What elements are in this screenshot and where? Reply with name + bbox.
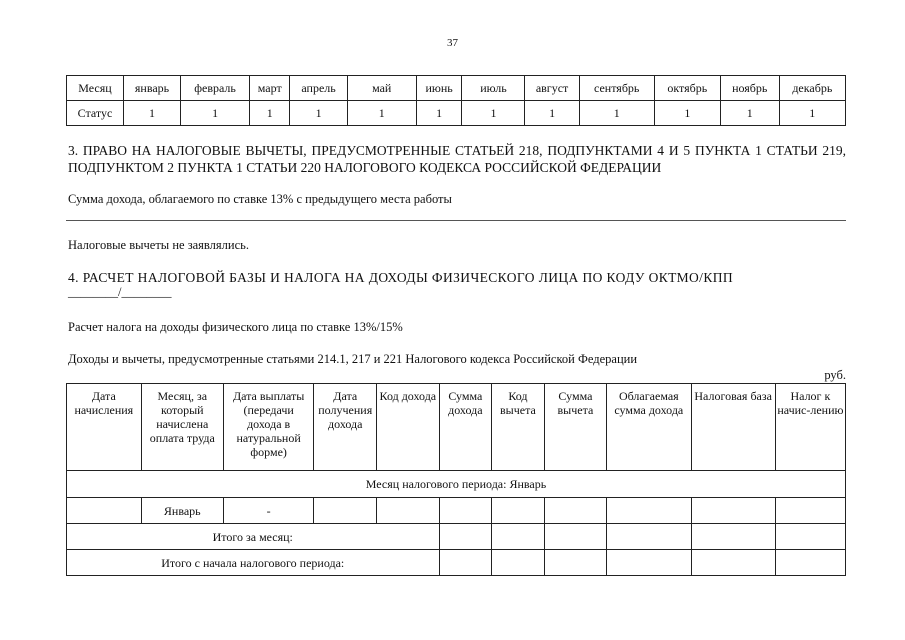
month-cell: август xyxy=(525,76,579,101)
month-cell: декабрь xyxy=(779,76,845,101)
prev-income-label: Сумма дохода, облагаемого по ставке 13% с предыдущего места работы xyxy=(68,192,452,206)
status-cell: 1 xyxy=(579,101,654,126)
accrual-date-cell xyxy=(67,498,142,524)
receipt-date-cell xyxy=(314,498,377,524)
header-cell: Сумма вычета xyxy=(544,384,606,471)
month-status-table xyxy=(66,75,846,126)
header-cell: Месяц, за который начислена оплата труда xyxy=(141,384,223,471)
total-cell xyxy=(775,524,845,550)
status-cell: 1 xyxy=(181,101,250,126)
total-cell xyxy=(691,524,775,550)
header-cell: Дата начисления xyxy=(67,384,142,471)
total-cell xyxy=(439,524,492,550)
total-cell xyxy=(775,550,845,576)
header-cell: Налоговая база xyxy=(691,384,775,471)
total-cell xyxy=(492,550,545,576)
tax-calc-table xyxy=(66,383,846,576)
total-period-label: Итого с начала налогового периода: xyxy=(67,550,440,576)
header-cell: Сумма дохода xyxy=(439,384,492,471)
deduction-amount-cell xyxy=(544,498,606,524)
tax-base-cell xyxy=(691,498,775,524)
prev-income-line xyxy=(66,220,846,221)
header-cell: Налог к начис-лению xyxy=(775,384,845,471)
total-month-row xyxy=(67,524,846,550)
currency-label: руб. xyxy=(824,368,846,382)
income-amount-cell xyxy=(439,498,492,524)
header-cell: Код вычета xyxy=(492,384,545,471)
row-label-status: Статус xyxy=(67,101,124,126)
status-cell: 1 xyxy=(654,101,720,126)
deduction-code-cell xyxy=(492,498,545,524)
income-code-cell xyxy=(377,498,439,524)
month-cell: май xyxy=(347,76,416,101)
section-4-heading: 4. РАСЧЕТ НАЛОГОВОЙ БАЗЫ И НАЛОГА НА ДОХОДЫ ФИЗИЧЕСКОГО ЛИЦА ПО КОДУ ОКТМО/КПП xyxy=(68,270,734,285)
calc-label: Расчет налога на доходы физического лица по ставке 13%/15% xyxy=(68,320,403,334)
month-cell: октябрь xyxy=(654,76,720,101)
table-row xyxy=(67,498,846,524)
status-cell: 1 xyxy=(720,101,779,126)
no-deductions-text: Налоговые вычеты не заявлялись. xyxy=(68,238,249,252)
header-cell: Дата выплаты (передачи дохода в натуральной форме) xyxy=(223,384,313,471)
total-cell xyxy=(439,550,492,576)
month-cell: январь xyxy=(124,76,181,101)
income-deductions-label: Доходы и вычеты, предусмотренные статьями 214.1, 217 и 221 Налогового кодекса Российской Федерации xyxy=(68,352,638,366)
header-cell: Облагаемая сумма дохода xyxy=(607,384,691,471)
payment-date-cell: - xyxy=(223,498,313,524)
status-cell: 1 xyxy=(124,101,181,126)
taxable-amount-cell xyxy=(607,498,691,524)
status-cell: 1 xyxy=(462,101,525,126)
month-cell: апрель xyxy=(290,76,347,101)
status-cell: 1 xyxy=(416,101,462,126)
status-cell: 1 xyxy=(525,101,579,126)
month-cell: Январь xyxy=(141,498,223,524)
month-cell: ноябрь xyxy=(720,76,779,101)
page-number: 37 xyxy=(447,37,458,49)
row-label-month: Месяц xyxy=(67,76,124,101)
month-period-row xyxy=(67,471,846,498)
total-cell xyxy=(544,550,606,576)
total-cell xyxy=(544,524,606,550)
calc-header-row xyxy=(67,384,846,471)
total-cell xyxy=(607,550,691,576)
status-cell: 1 xyxy=(347,101,416,126)
status-row xyxy=(67,101,846,126)
total-month-label: Итого за месяц: xyxy=(67,524,440,550)
total-cell xyxy=(691,550,775,576)
status-cell: 1 xyxy=(250,101,290,126)
month-cell: сентябрь xyxy=(579,76,654,101)
oktmo-kpp-blank: ________/________ xyxy=(68,285,172,299)
header-cell: Дата получения дохода xyxy=(314,384,377,471)
status-cell: 1 xyxy=(290,101,347,126)
month-cell: февраль xyxy=(181,76,250,101)
month-cell: июль xyxy=(462,76,525,101)
month-cell: март xyxy=(250,76,290,101)
months-row xyxy=(67,76,846,101)
header-cell: Код дохода xyxy=(377,384,439,471)
section-3-heading: 3. ПРАВО НА НАЛОГОВЫЕ ВЫЧЕТЫ, ПРЕДУСМОТРЕННЫЕ СТАТЬЕЙ 218, ПОДПУНКТАМИ 4 И 5 ПУНКТА 1 СТАТЬИ 219, ПОДПУНКТОМ 2 ПУНКТА 1 СТАТЬИ 220 НАЛОГОВОГО КОДЕКСА РОССИЙСКОЙ ФЕДЕРАЦИИ xyxy=(68,143,846,175)
status-cell: 1 xyxy=(779,101,845,126)
month-period-cell: Месяц налогового периода: Январь xyxy=(67,471,846,498)
total-cell xyxy=(607,524,691,550)
total-period-row xyxy=(67,550,846,576)
month-cell: июнь xyxy=(416,76,462,101)
tax-due-cell xyxy=(775,498,845,524)
total-cell xyxy=(492,524,545,550)
